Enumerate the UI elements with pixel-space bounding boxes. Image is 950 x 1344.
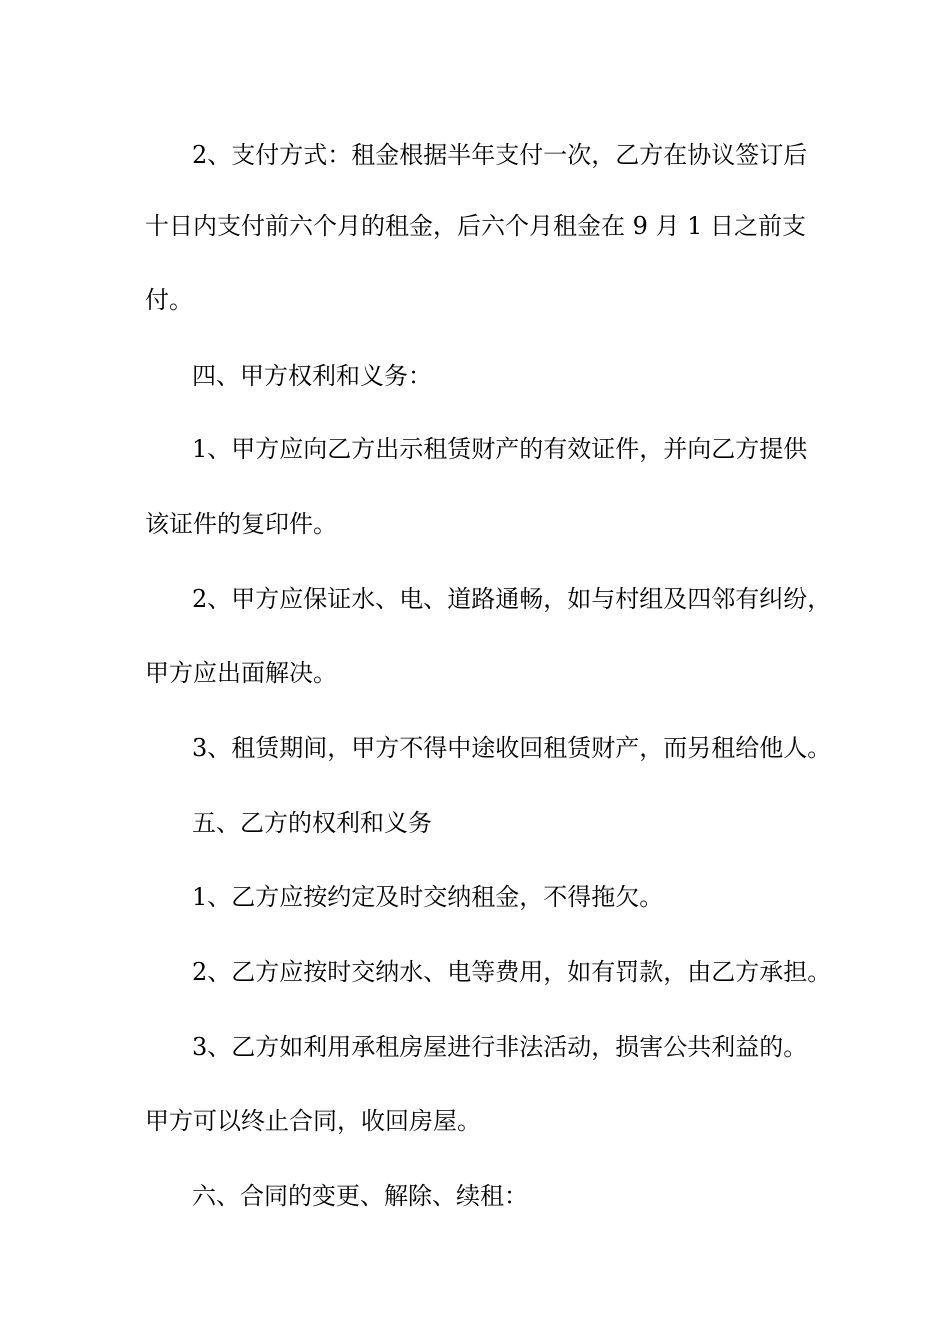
section-4-heading: 四、甲方权利和义务： (192, 362, 432, 390)
clause-4-2-line-2: 甲方应出面解决。 (145, 659, 337, 687)
clause-5-3-line-2: 甲方可以终止合同，收回房屋。 (145, 1107, 481, 1135)
clause-4-2-line-1: 2、甲方应保证水、电、道路通畅，如与村组及四邻有纠纷， (192, 585, 832, 613)
clause-4-1-line-1: 1、甲方应向乙方出示租赁财产的有效证件，并向乙方提供 (192, 435, 808, 463)
clause-4-3: 3、租赁期间，甲方不得中途收回租赁财产，而另租给他人。 (192, 734, 832, 762)
section-5-heading: 五、乙方的权利和义务 (192, 809, 432, 837)
clause-3-2-payment-line-2: 十日内支付前六个月的租金，后六个月租金在 9 月 1 日之前支 (145, 212, 807, 240)
clause-3-2-payment-line-1: 2、支付方式：租金根据半年支付一次，乙方在协议签订后 (192, 141, 808, 169)
clause-5-1: 1、乙方应按约定及时交纳租金，不得拖欠。 (192, 883, 664, 911)
clause-5-3-line-1: 3、乙方如利用承租房屋进行非法活动，损害公共利益的。 (192, 1033, 808, 1061)
section-6-heading: 六、合同的变更、解除、续租： (192, 1182, 528, 1210)
clause-5-2: 2、乙方应按时交纳水、电等费用，如有罚款，由乙方承担。 (192, 958, 832, 986)
clause-4-1-line-2: 该证件的复印件。 (145, 510, 337, 538)
clause-3-2-payment-line-3: 付。 (145, 286, 193, 314)
